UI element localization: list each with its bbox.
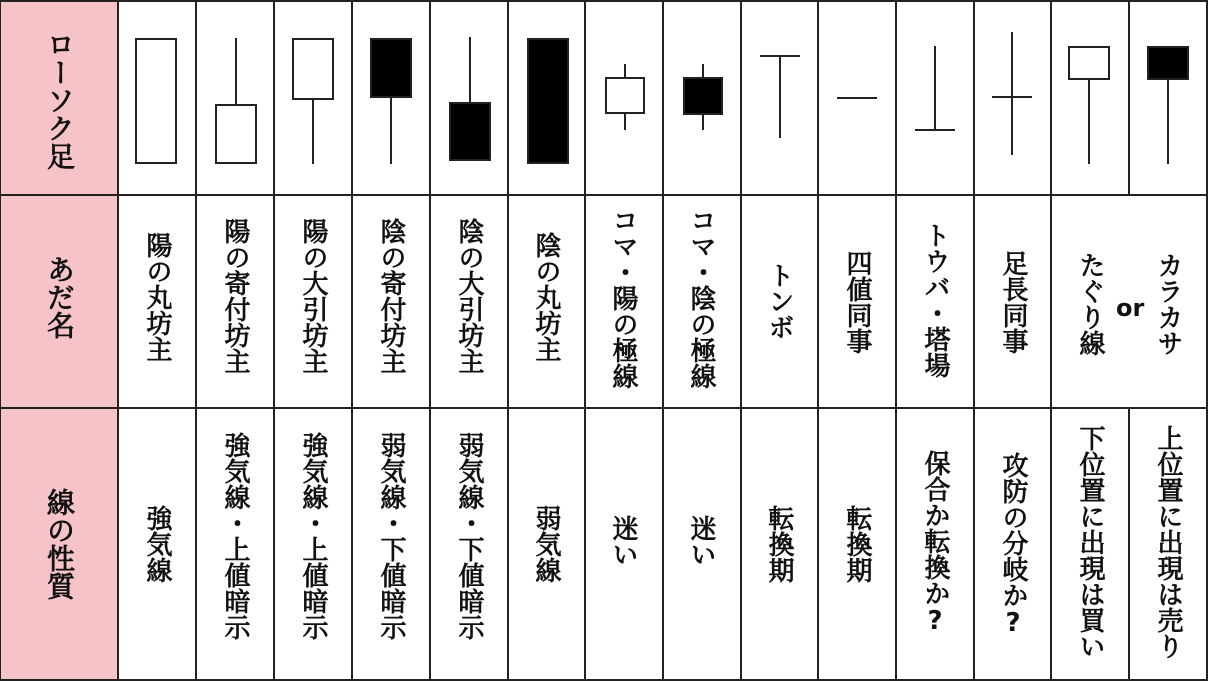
nature-8: 迷い [686,515,716,567]
nickname-12: 足長同事 [998,250,1028,354]
nickname-karakasa: カラカサ [1153,252,1183,356]
nickname-4: 陰の寄付坊主 [376,218,406,374]
nature-7: 迷い [608,515,638,567]
nickname-1: 陽の丸坊主 [142,232,172,362]
row-header-nickname: あだ名 [43,255,76,339]
nickname-10: 四値同事 [842,250,872,354]
candle-body-13 [1069,47,1109,79]
row-header-nature: 線の性質 [43,488,76,600]
row-header-candlestick: ローソク足 [43,30,76,170]
candle-body-2 [216,105,256,163]
candle-body-4 [371,39,411,97]
nature-9: 転換期 [764,505,794,583]
candle-body-1 [136,39,176,163]
nickname-3: 陽の大引坊主 [298,218,328,374]
nature-5: 弱気線・下値暗示 [454,432,484,640]
nickname-5: 陰の大引坊主 [454,218,484,374]
nickname-or: or [1116,294,1145,322]
nature-4: 弱気線・下値暗示 [376,432,406,640]
nature-10: 転換期 [842,505,872,583]
nickname-7: コマ・陽の極線 [608,207,638,389]
nature-3: 強気線・上値暗示 [298,432,328,640]
candle-body-6 [528,39,568,163]
nickname-6: 陰の丸坊主 [531,232,561,362]
candle-body-3 [293,39,333,99]
candle-body-8 [684,78,722,114]
nature-12: 攻防の分岐か? [998,452,1028,638]
nature-6: 弱気線 [531,505,561,583]
nickname-11: トウバ・塔場 [920,222,950,378]
nature-2: 強気線・上値暗示 [220,432,250,640]
nature-13: 下位置に出現は買い [1075,425,1105,659]
nature-14: 上位置に出現は売り [1153,425,1183,659]
nickname-takuri: たぐり線 [1075,252,1105,356]
nickname-2: 陽の寄付坊主 [220,218,250,374]
nickname-9: トンボ [764,262,794,340]
candle-body-7 [606,78,644,113]
nature-1: 強気線 [142,505,172,583]
nickname-8: コマ・陰の極線 [686,207,716,389]
nature-11: 保合か転換か? [920,450,950,636]
candle-body-14 [1148,47,1188,79]
candle-body-5 [450,103,490,160]
